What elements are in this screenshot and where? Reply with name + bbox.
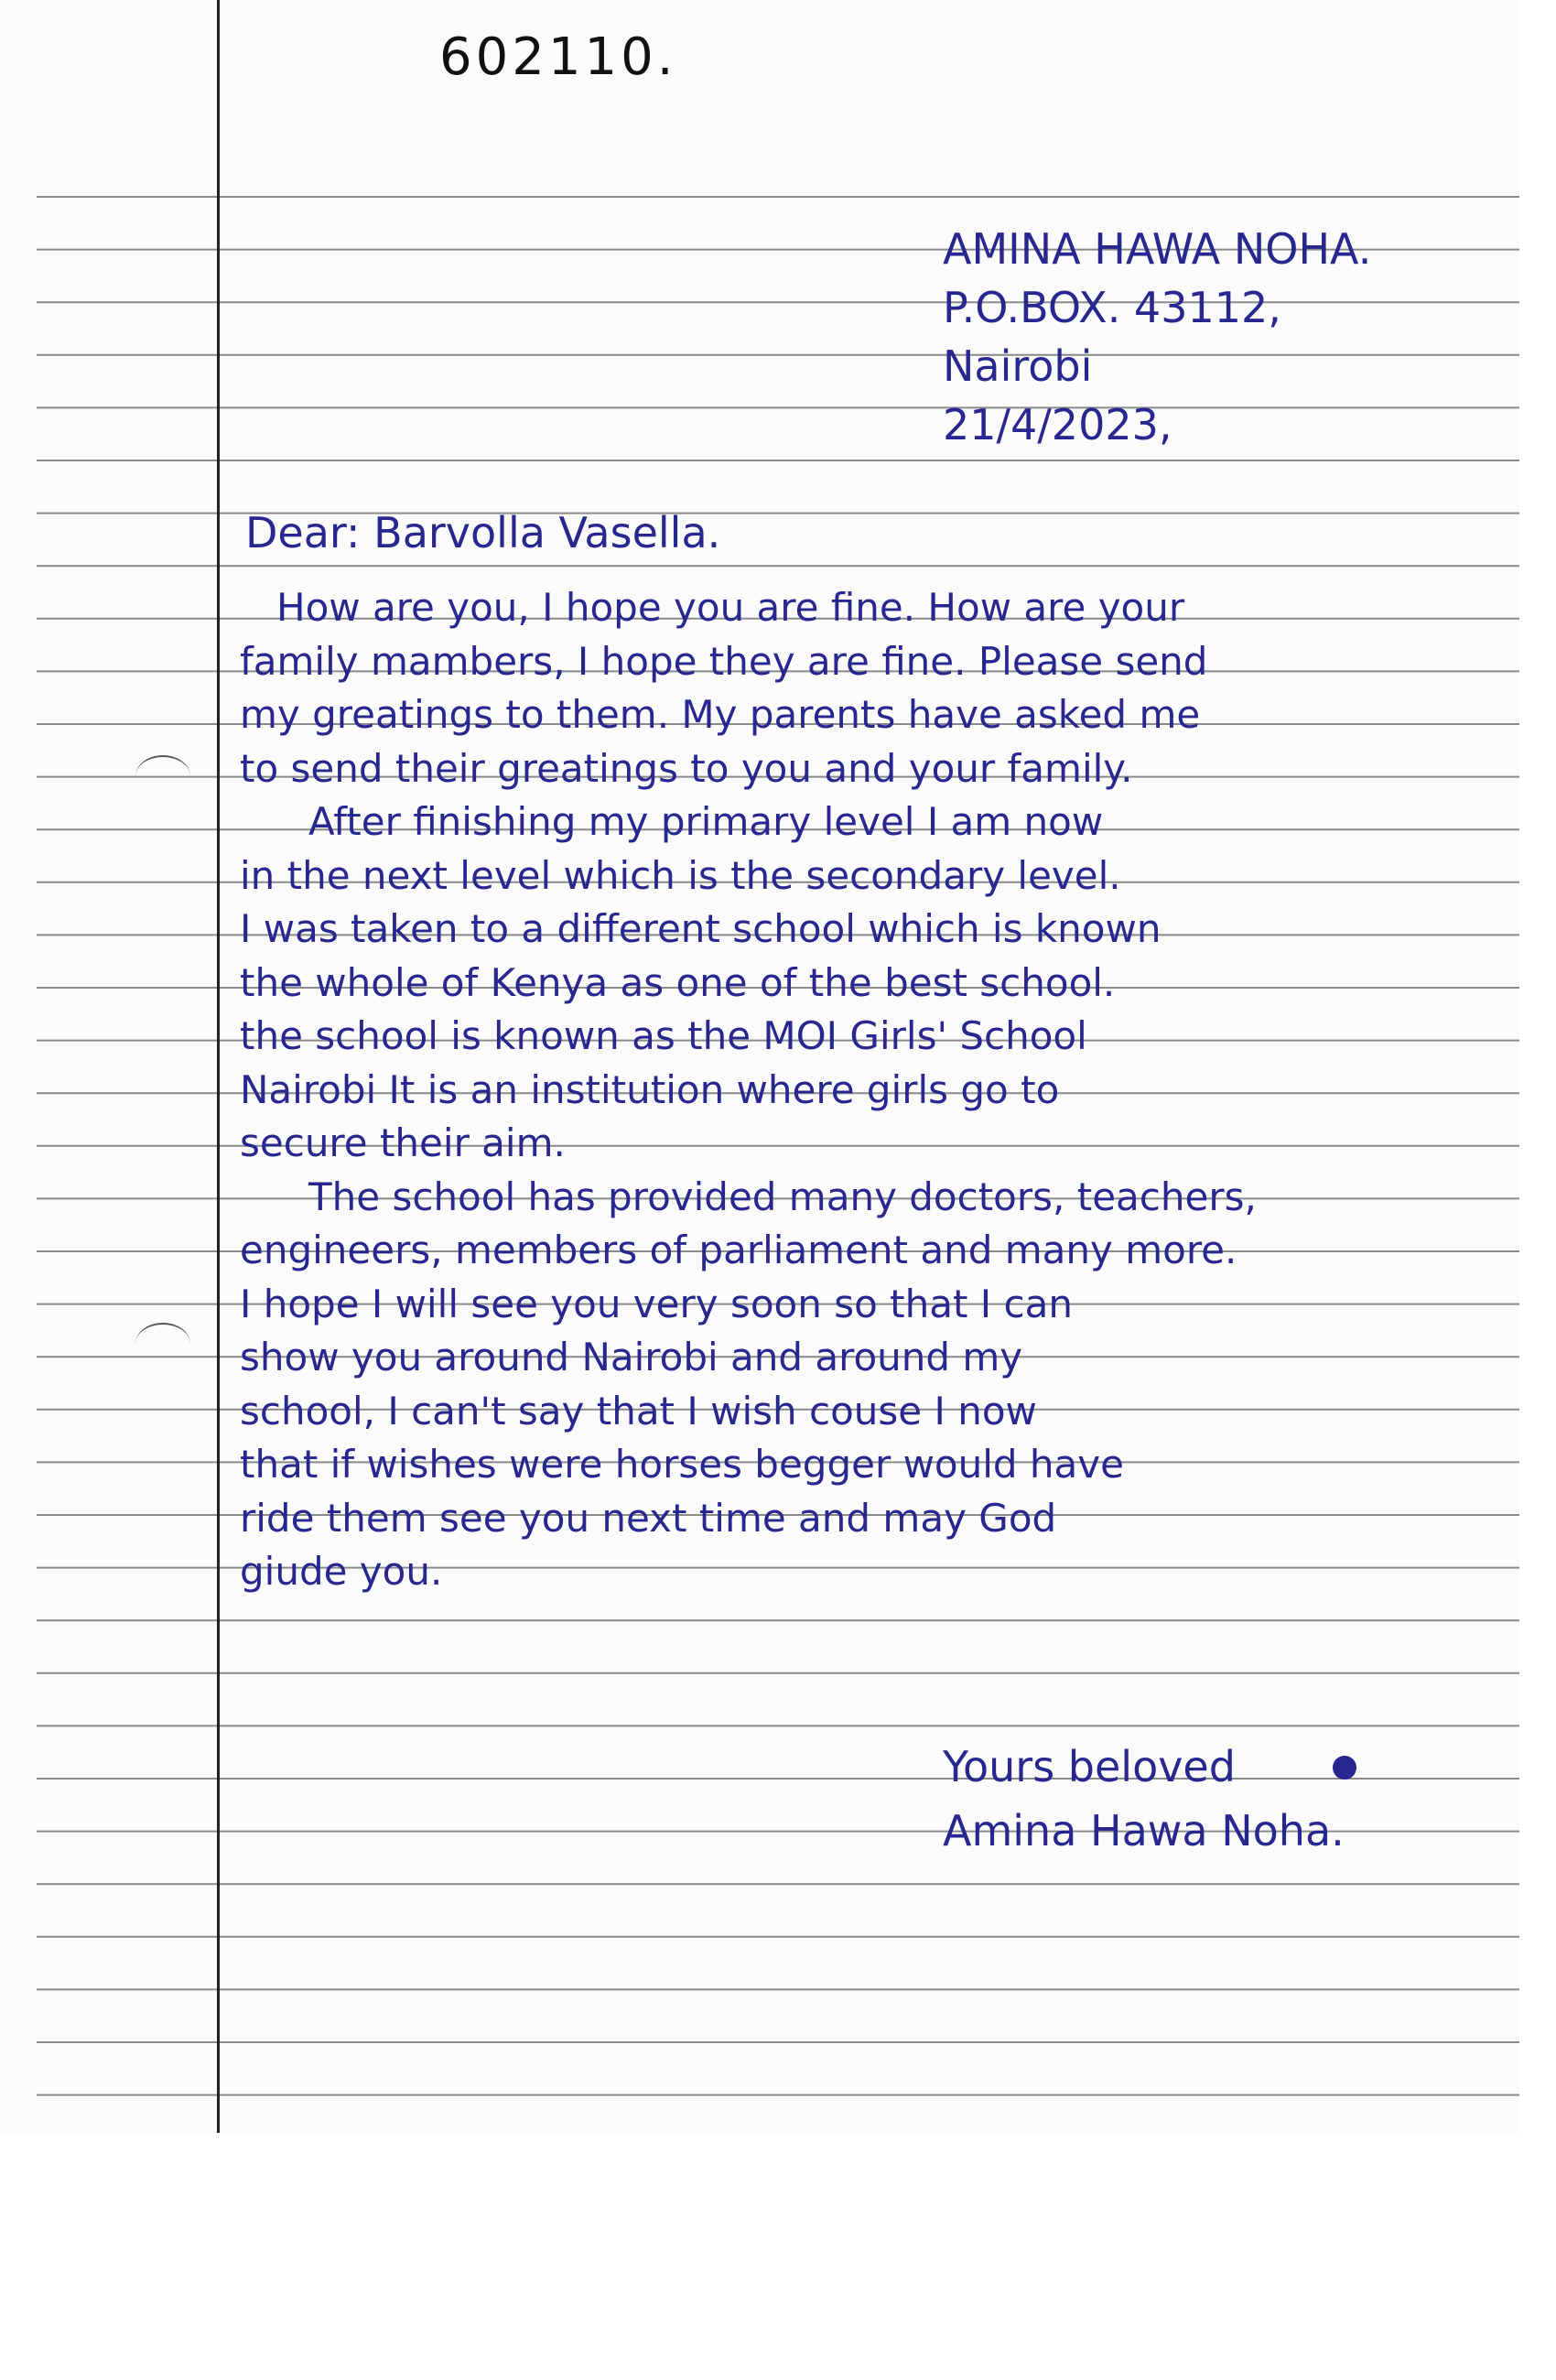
body-line: school, I can't say that I wish couse I now [240,1388,1037,1433]
body-line: secure their aim. [240,1120,566,1165]
body-line: ride them see you next time and may God [240,1495,1057,1541]
sender-address [943,220,1371,454]
body-line: family mambers, I hope they are fine. Please send [240,638,1208,684]
body-line: my greatings to them. My parents have asked me [240,692,1201,737]
body-line: I was taken to a different school which is known [240,906,1162,951]
body-line: the whole of Kenya as one of the best school. [240,959,1116,1005]
margin-rule [217,0,220,2133]
body-line: in the next level which is the secondary level. [240,852,1121,898]
page-number: 602110. [439,27,677,87]
body-line: Nairobi It is an institution where girls go to [240,1066,1060,1112]
body-line: to send their greatings to you and your family. [240,745,1133,791]
punch-hole-top [135,755,190,797]
body-line: How are you, I hope you are fine. How are your [276,585,1185,630]
signature: Amina Hawa Noha. [943,1806,1345,1855]
salutation: Dear: Barvolla Vasella. [245,508,721,557]
body-line: The school has provided many doctors, teachers, [308,1174,1257,1219]
sender-city: Nairobi [943,341,1093,391]
letter-body [240,581,1257,1599]
body-line: show you around Nairobi and around my [240,1335,1023,1379]
body-line: I hope I will see you very soon so that I can [240,1281,1073,1326]
ink-dot [1333,1756,1356,1780]
body-line: that if wishes were horses begger would have [240,1442,1124,1487]
closing-line: Yours beloved [943,1742,1236,1791]
body-line: giude you. [240,1549,443,1594]
body-line: engineers, members of parliament and many more. [240,1228,1237,1272]
body-line: the school is known as the MOI Girls' School [240,1013,1087,1058]
closing-block [943,1735,1345,1863]
sender-name: AMINA HAWA NOHA. [943,224,1372,274]
body-line: After finishing my primary level I am now [308,799,1104,844]
punch-hole-bottom [135,1323,190,1365]
letter-date: 21/4/2023, [943,400,1172,449]
sender-po-box: P.O.BOX. 43112, [943,283,1281,332]
